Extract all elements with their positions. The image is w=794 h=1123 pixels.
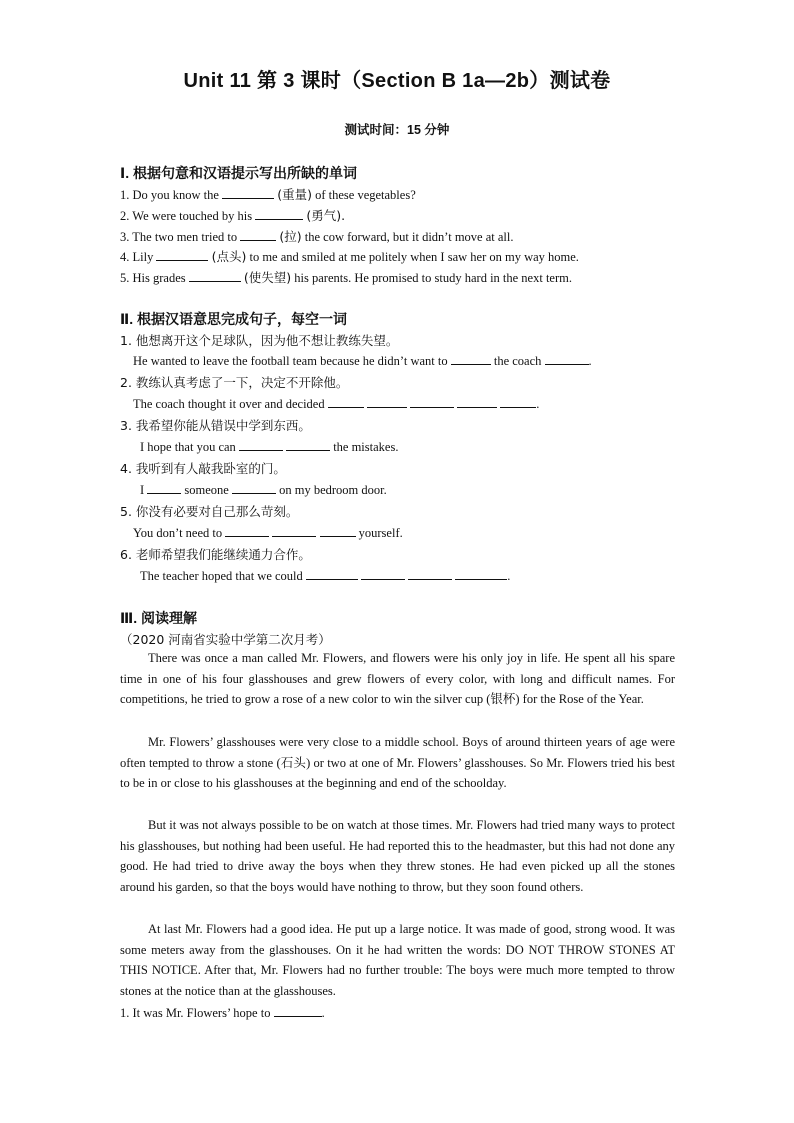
- s2-item-2-blank-4[interactable]: [457, 395, 497, 408]
- s2-item-5-en-a: You don’t need to: [133, 526, 223, 540]
- s1-item-1-post: of these vegetables?: [315, 188, 416, 202]
- s1-item-1: [120, 185, 416, 203]
- reading-paragraph-4: [120, 919, 675, 1001]
- reading-paragraph-4-text: At last Mr. Flowers had a good idea. He put up a large notice. It was made of good, strong wood. It was some meters away from the glasshouses. On it he had written the words: DO NOT THROW STONES AT THIS NOTICE. After that, Mr. Flowers had no further trouble: The boys were much more tempted to throw stones at the notice than at the glasshouses.: [120, 922, 675, 998]
- s2-item-3-en: [140, 438, 398, 455]
- s2-item-5-blank-2[interactable]: [272, 524, 316, 537]
- s2-item-2-en: [133, 395, 539, 412]
- s1-item-3-post: the cow forward, but it didn’t move at all.: [304, 230, 514, 244]
- s2-item-2-blank-1[interactable]: [328, 395, 364, 408]
- reading-question-1-text: 1. It was Mr. Flowers’ hope to: [120, 1006, 271, 1020]
- test-time: 测试时间：15 分钟: [344, 123, 450, 137]
- s2-item-3-en-a: I hope that you can: [140, 440, 236, 454]
- s1-item-1-pre: 1. Do you know the: [120, 188, 219, 202]
- page-title: Unit 11 第 3 课时（Section B 1a—2b）测试卷: [183, 70, 611, 92]
- reading-question-1: [120, 1004, 325, 1021]
- s2-item-1-en-c: .: [588, 354, 592, 368]
- s1-item-1-hint: (重量): [277, 187, 312, 202]
- s2-item-5-cn: 5. 你没有必要对自己那么苛刻。: [120, 504, 299, 519]
- s2-item-4-blank-1[interactable]: [147, 481, 181, 494]
- section2-heading: Ⅱ. 根据汉语意思完成句子，每空一词: [120, 311, 348, 327]
- s1-item-5: [120, 268, 572, 286]
- s2-item-4-en: [140, 481, 387, 498]
- s1-item-3-blank[interactable]: [240, 228, 276, 241]
- s2-item-5-blank-3[interactable]: [320, 524, 356, 537]
- s1-item-4-blank[interactable]: [156, 248, 208, 261]
- s2-item-4-cn: 4. 我听到有人敲我卧室的门。: [120, 461, 286, 476]
- s2-item-6-blank-4[interactable]: [455, 567, 507, 580]
- s2-item-6-cn: 6. 老师希望我们能继续通力合作。: [120, 547, 311, 562]
- section1-heading: Ⅰ. 根据句意和汉语提示写出所缺的单词: [120, 165, 357, 181]
- s1-item-2: [120, 206, 345, 224]
- s2-item-3-en-b: the mistakes.: [333, 440, 399, 454]
- s2-item-5-en: [133, 524, 403, 541]
- s1-item-2-blank[interactable]: [255, 207, 303, 220]
- s2-item-6-en: [140, 567, 510, 584]
- s1-item-2-pre: 2. We were touched by his: [120, 209, 253, 223]
- s2-item-2-blank-3[interactable]: [410, 395, 454, 408]
- reading-question-1-blank[interactable]: [274, 1004, 322, 1017]
- s2-item-2-en-c: .: [536, 397, 540, 411]
- s1-item-3-hint: (拉): [279, 229, 302, 244]
- s1-item-2-hint: (勇气).: [306, 208, 346, 223]
- s2-item-2-blank-5[interactable]: [500, 395, 536, 408]
- section3-heading: Ⅲ. 阅读理解: [120, 610, 198, 626]
- s2-item-1-en: [133, 352, 592, 369]
- s2-item-2-blank-2[interactable]: [367, 395, 407, 408]
- s1-item-3: [120, 227, 514, 245]
- reading-paragraph-3-text: But it was not always possible to be on watch at those times. Mr. Flowers had tried many ways to protect his glasshouses, but nothing had been useful. He had reported this to the headmaster, but this had not done any good. He had tried to drive away the boys when they threw stones. He had even picked up all the stones around his garden, so that the boys would have nothing to throw, but they soon found others.: [120, 818, 675, 894]
- s1-item-4-pre: 4. Lily: [120, 250, 154, 264]
- s2-item-2-en-a: The coach thought it over and decided: [133, 397, 325, 411]
- s2-item-3-cn: 3. 我希望你能从错误中学到东西。: [120, 418, 311, 433]
- s1-item-5-hint: (使失望): [243, 270, 292, 285]
- s1-item-5-blank[interactable]: [189, 269, 241, 282]
- s2-item-1-en-b: the coach: [493, 354, 542, 368]
- s1-item-4-hint: (点头): [211, 249, 247, 264]
- reading-question-1-end: .: [321, 1006, 325, 1020]
- s2-item-6-blank-2[interactable]: [361, 567, 405, 580]
- reading-paragraph-1: [120, 648, 675, 710]
- s2-item-3-blank-2[interactable]: [286, 438, 330, 451]
- reading-paragraph-2-text: Mr. Flowers’ glasshouses were very close to a middle school. Boys of around thirteen years of age were often tempted to throw a stone (石头) or two at one of Mr. Flowers’ glasshouses. So Mr. Flowers tried his best to be in or close to his glasshouses at the beginning and end of the schoolday.: [120, 735, 675, 791]
- reading-paragraph-1-text: There was once a man called Mr. Flowers, and flowers were his only joy in life. He spent all his spare time in one of his four glasshouses and grew flowers of every color, with long and difficult names. For competitions, he tried to grow a rose of a new color to win the silver cup (银杯) for the Rose of the Year.: [120, 651, 675, 707]
- s1-item-5-pre: 5. His grades: [120, 271, 186, 285]
- s2-item-5-blank-1[interactable]: [225, 524, 269, 537]
- reading-source: （2020 河南省实验中学第二次月考）: [120, 632, 331, 647]
- s2-item-4-en-b: someone: [184, 483, 229, 497]
- s1-item-3-pre: 3. The two men tried to: [120, 230, 238, 244]
- s2-item-6-en-a: The teacher hoped that we could: [140, 569, 303, 583]
- s1-item-4: [120, 247, 579, 265]
- s2-item-6-blank-3[interactable]: [408, 567, 452, 580]
- s2-item-4-blank-2[interactable]: [232, 481, 276, 494]
- s2-item-4-en-a: I: [140, 483, 145, 497]
- s1-item-5-post: his parents. He promised to study hard in the next term.: [294, 271, 572, 285]
- s1-item-1-blank[interactable]: [222, 186, 274, 199]
- s1-item-4-post: to me and smiled at me politely when I saw her on my way home.: [249, 250, 579, 264]
- s2-item-2-cn: 2. 教练认真考虑了一下，决定不开除他。: [120, 375, 349, 390]
- s2-item-6-blank-1[interactable]: [306, 567, 358, 580]
- s2-item-1-cn: 1. 他想离开这个足球队，因为他不想让教练失望。: [120, 333, 399, 348]
- s2-item-1-en-a: He wanted to leave the football team because he didn’t want to: [133, 354, 448, 368]
- s2-item-5-en-b: yourself.: [358, 526, 403, 540]
- reading-paragraph-3: [120, 815, 675, 897]
- s2-item-6-en-b: .: [507, 569, 511, 583]
- s2-item-1-blank-1[interactable]: [451, 352, 491, 365]
- reading-paragraph-2: [120, 732, 675, 794]
- s2-item-4-en-c: on my bedroom door.: [279, 483, 387, 497]
- s2-item-1-blank-2[interactable]: [545, 352, 589, 365]
- s2-item-3-blank-1[interactable]: [239, 438, 283, 451]
